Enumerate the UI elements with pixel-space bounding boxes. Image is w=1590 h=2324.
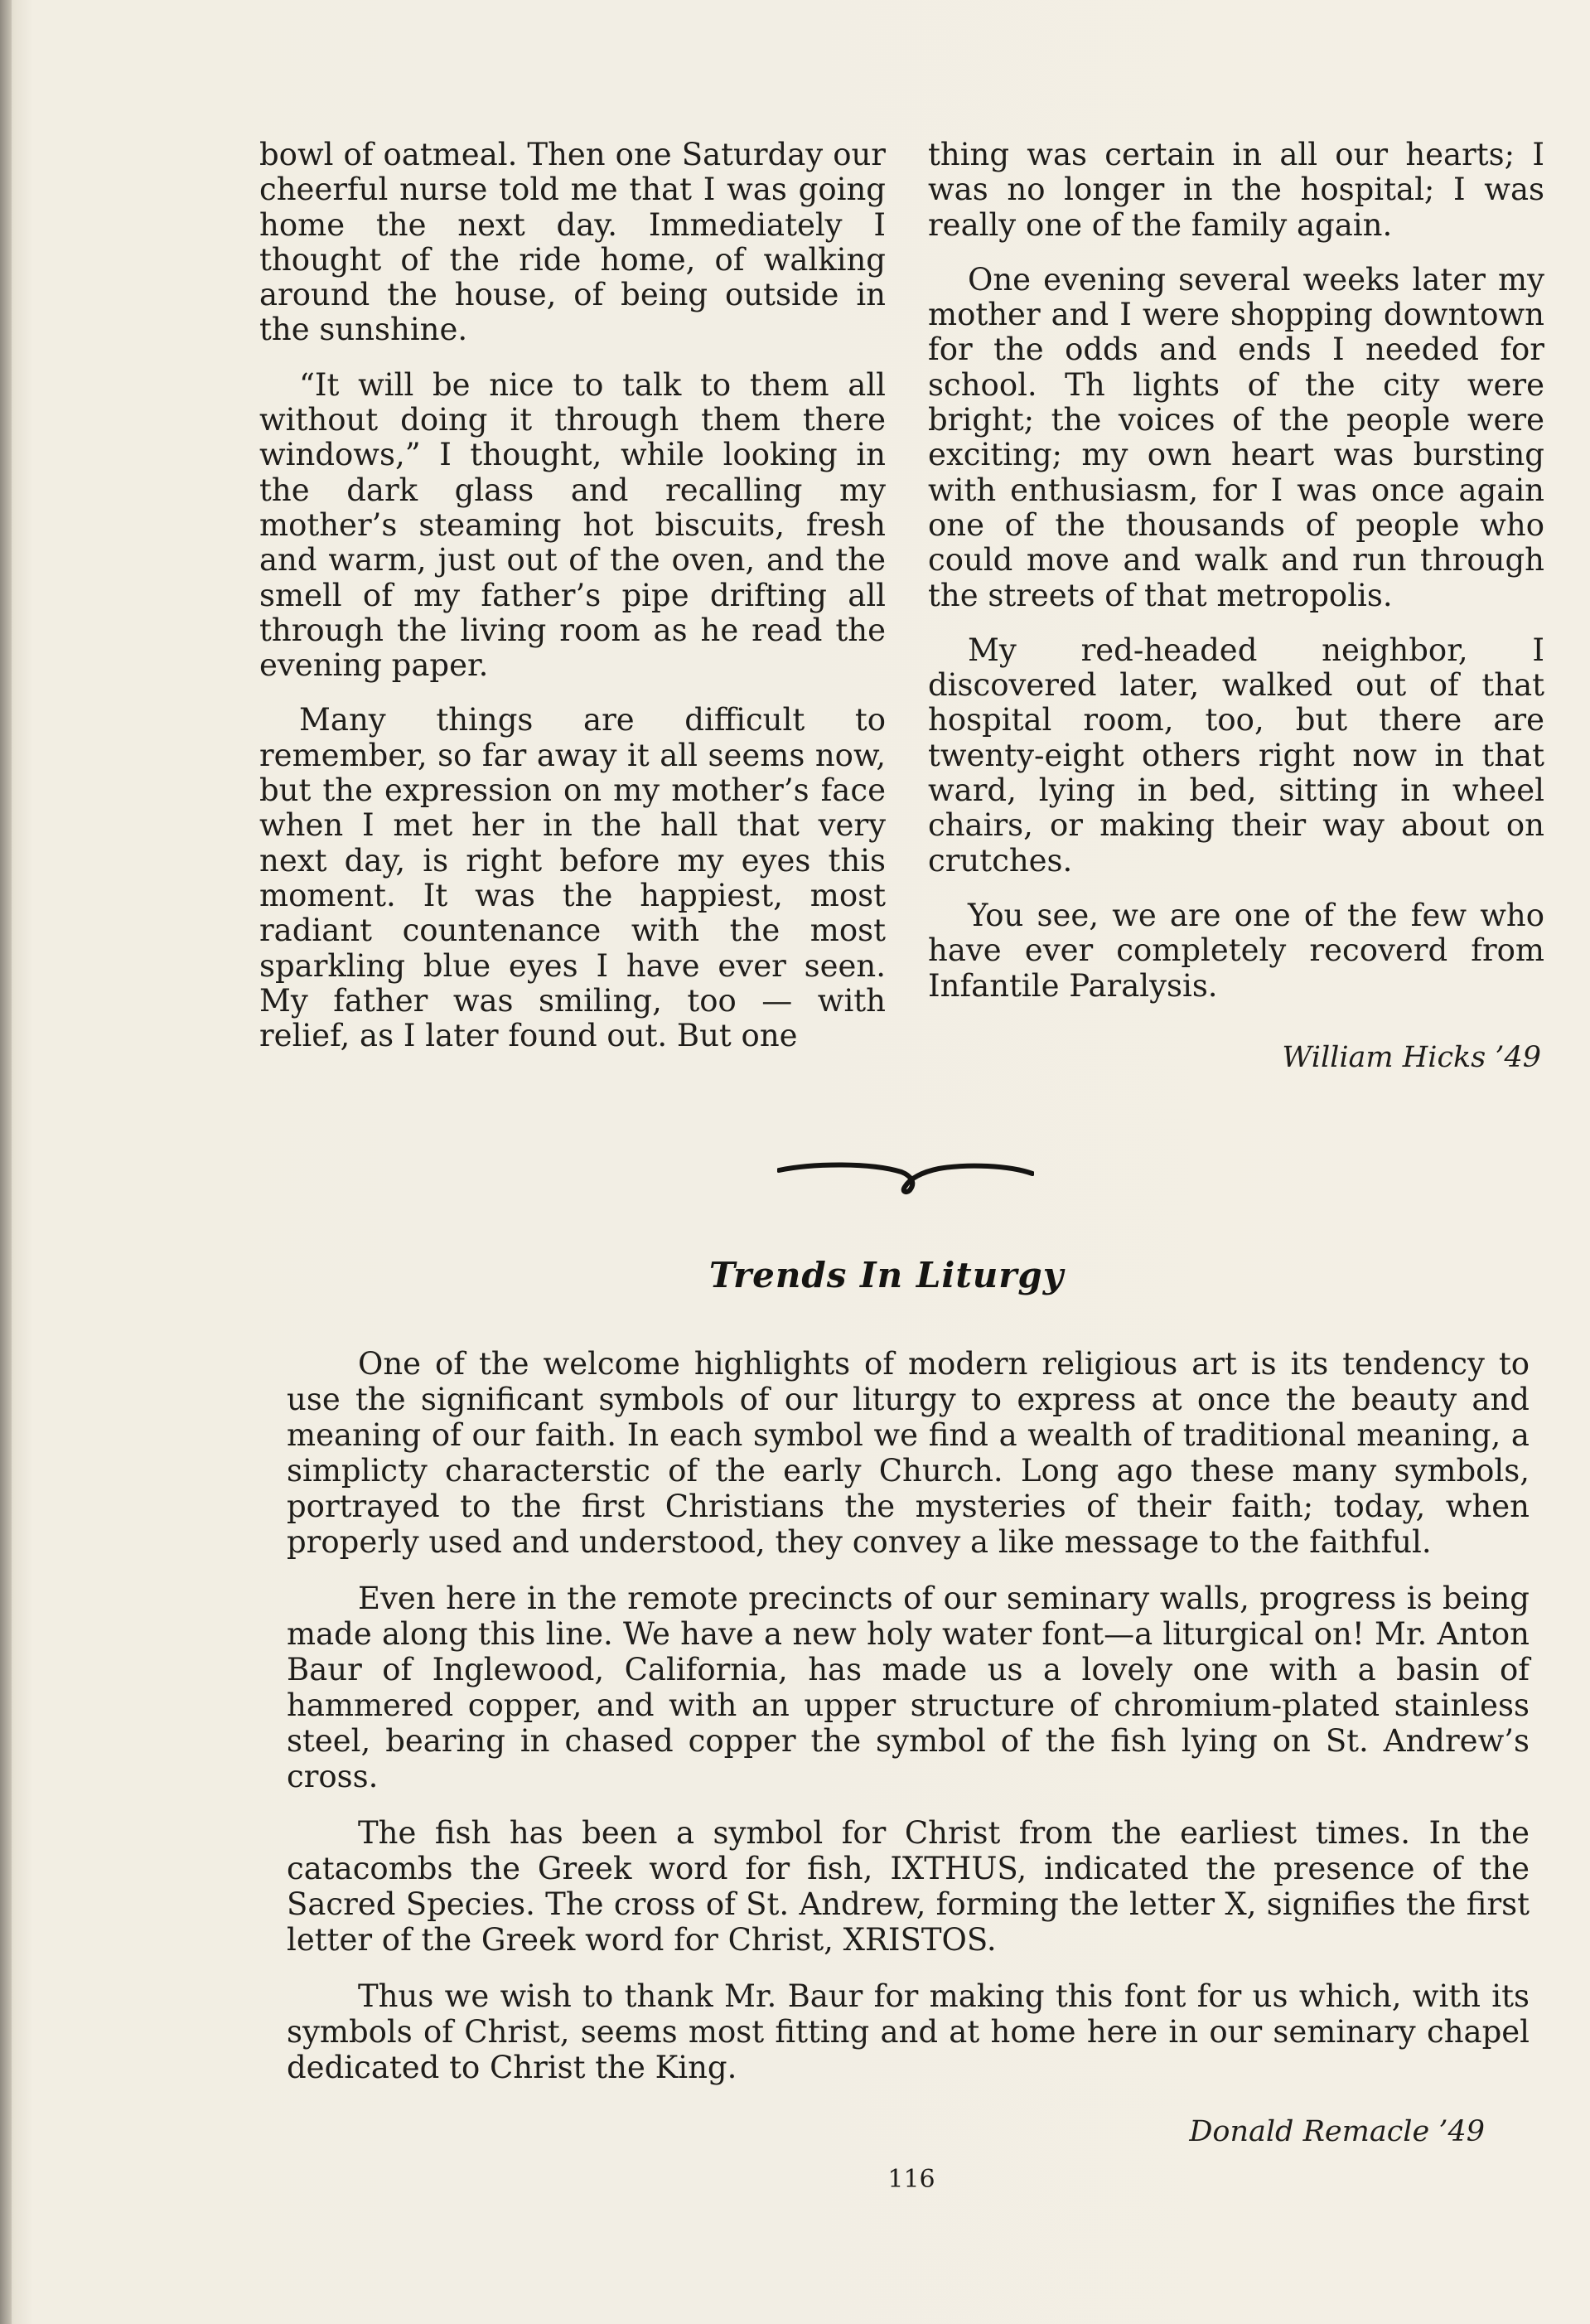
paragraph: thing was certain in all our hearts; I was no longer in the hospital; I was really one of the family again. xyxy=(928,137,1544,243)
paragraph: bowl of oatmeal. Then one Saturday our cheerful nurse told me that I was going home the next day. Immediately I thought of the ride home, of walking around the house, of being outside in the sunshine. xyxy=(259,137,886,348)
article-title: Trends In Liturgy xyxy=(708,1255,1065,1295)
paragraph: My red-headed neighbor, I discovered later, walked out of that hospital room, too, but there are twenty-eight others right now in that ward, lying in bed, sitting in wheel chairs, or making their way about on crutches. xyxy=(928,632,1544,879)
paragraph: Thus we wish to thank Mr. Baur for making this font for us which, with its symbols of Christ, seems most fitting and at home here in our seminary chapel dedicated to Christ the King. xyxy=(287,1978,1530,2085)
paragraph: One evening several weeks later my mother and I were shopping downtown for the odds and ends I needed for school. Th lights of the city were bright; the voices of the people were exciting; my own heart was bursting with enthusiasm, for I was once again one of the thousands of people who could move and walk and run through the streets of that metropolis. xyxy=(928,261,1544,613)
decorative-divider xyxy=(777,1154,1034,1195)
paragraph: Even here in the remote precincts of our seminary walls, progress is being made along this line. We have a new holy water font—a liturgical on! Mr. Anton Baur of Inglewood, California, has made us a lovely one with a basin of hammered copper, and with an upper structure of chromium-plated stainless steel, bearing in chased copper the symbol of the fish lying on St. Andrew’s cross. xyxy=(287,1581,1530,1794)
article-body xyxy=(287,1346,1530,2085)
author-signature: Donald Remacle ’49 xyxy=(1189,2115,1485,2148)
paragraph: The fish has been a symbol for Christ from the earliest times. In the catacombs the Greek word for fish, IXTHUS, indicated the presence of the Sacred Species. The cross of St. Andrew, forming the letter X, signifies the first letter of the Greek word for Christ, XRISTOS. xyxy=(287,1815,1530,1958)
page-number: 116 xyxy=(887,2165,935,2194)
story-right-column xyxy=(928,138,1544,1004)
paragraph: Many things are difficult to remember, so far away it all seems now, but the expression on my mother’s face when I met her in the hall that very next day, is right before my eyes this moment. It was the happiest, most radiant countenance with the most sparkling blue eyes I have ever seen. My father was smiling, too — with relief, as I later found out. But one xyxy=(259,702,886,1054)
paragraph: One of the welcome highlights of modern religious art is its tendency to use the significant symbols of our liturgy to express at once the beauty and meaning of our faith. In each symbol we find a wealth of traditional meaning, a simplicty characterstic of the early Church. Long ago these many symbols, portrayed to the first Christians the mysteries of their faith; today, when properly used and understood, they convey a like message to the faithful. xyxy=(287,1346,1530,1560)
paragraph: “It will be nice to talk to them all without doing it through them there windows,” I thought, while looking in the dark glass and recalling my mother’s steaming hot biscuits, fresh and warm, just out of the oven, and the smell of my father’s pipe drifting all through the living room as he read the evening paper. xyxy=(259,366,886,684)
author-signature: William Hicks ’49 xyxy=(1282,1041,1541,1074)
story-left-column xyxy=(259,138,886,1053)
page-binding-edge xyxy=(0,0,12,2324)
paragraph: You see, we are one of the few who have ever completely recoverd from Infantile Paralysis. xyxy=(928,897,1544,1004)
